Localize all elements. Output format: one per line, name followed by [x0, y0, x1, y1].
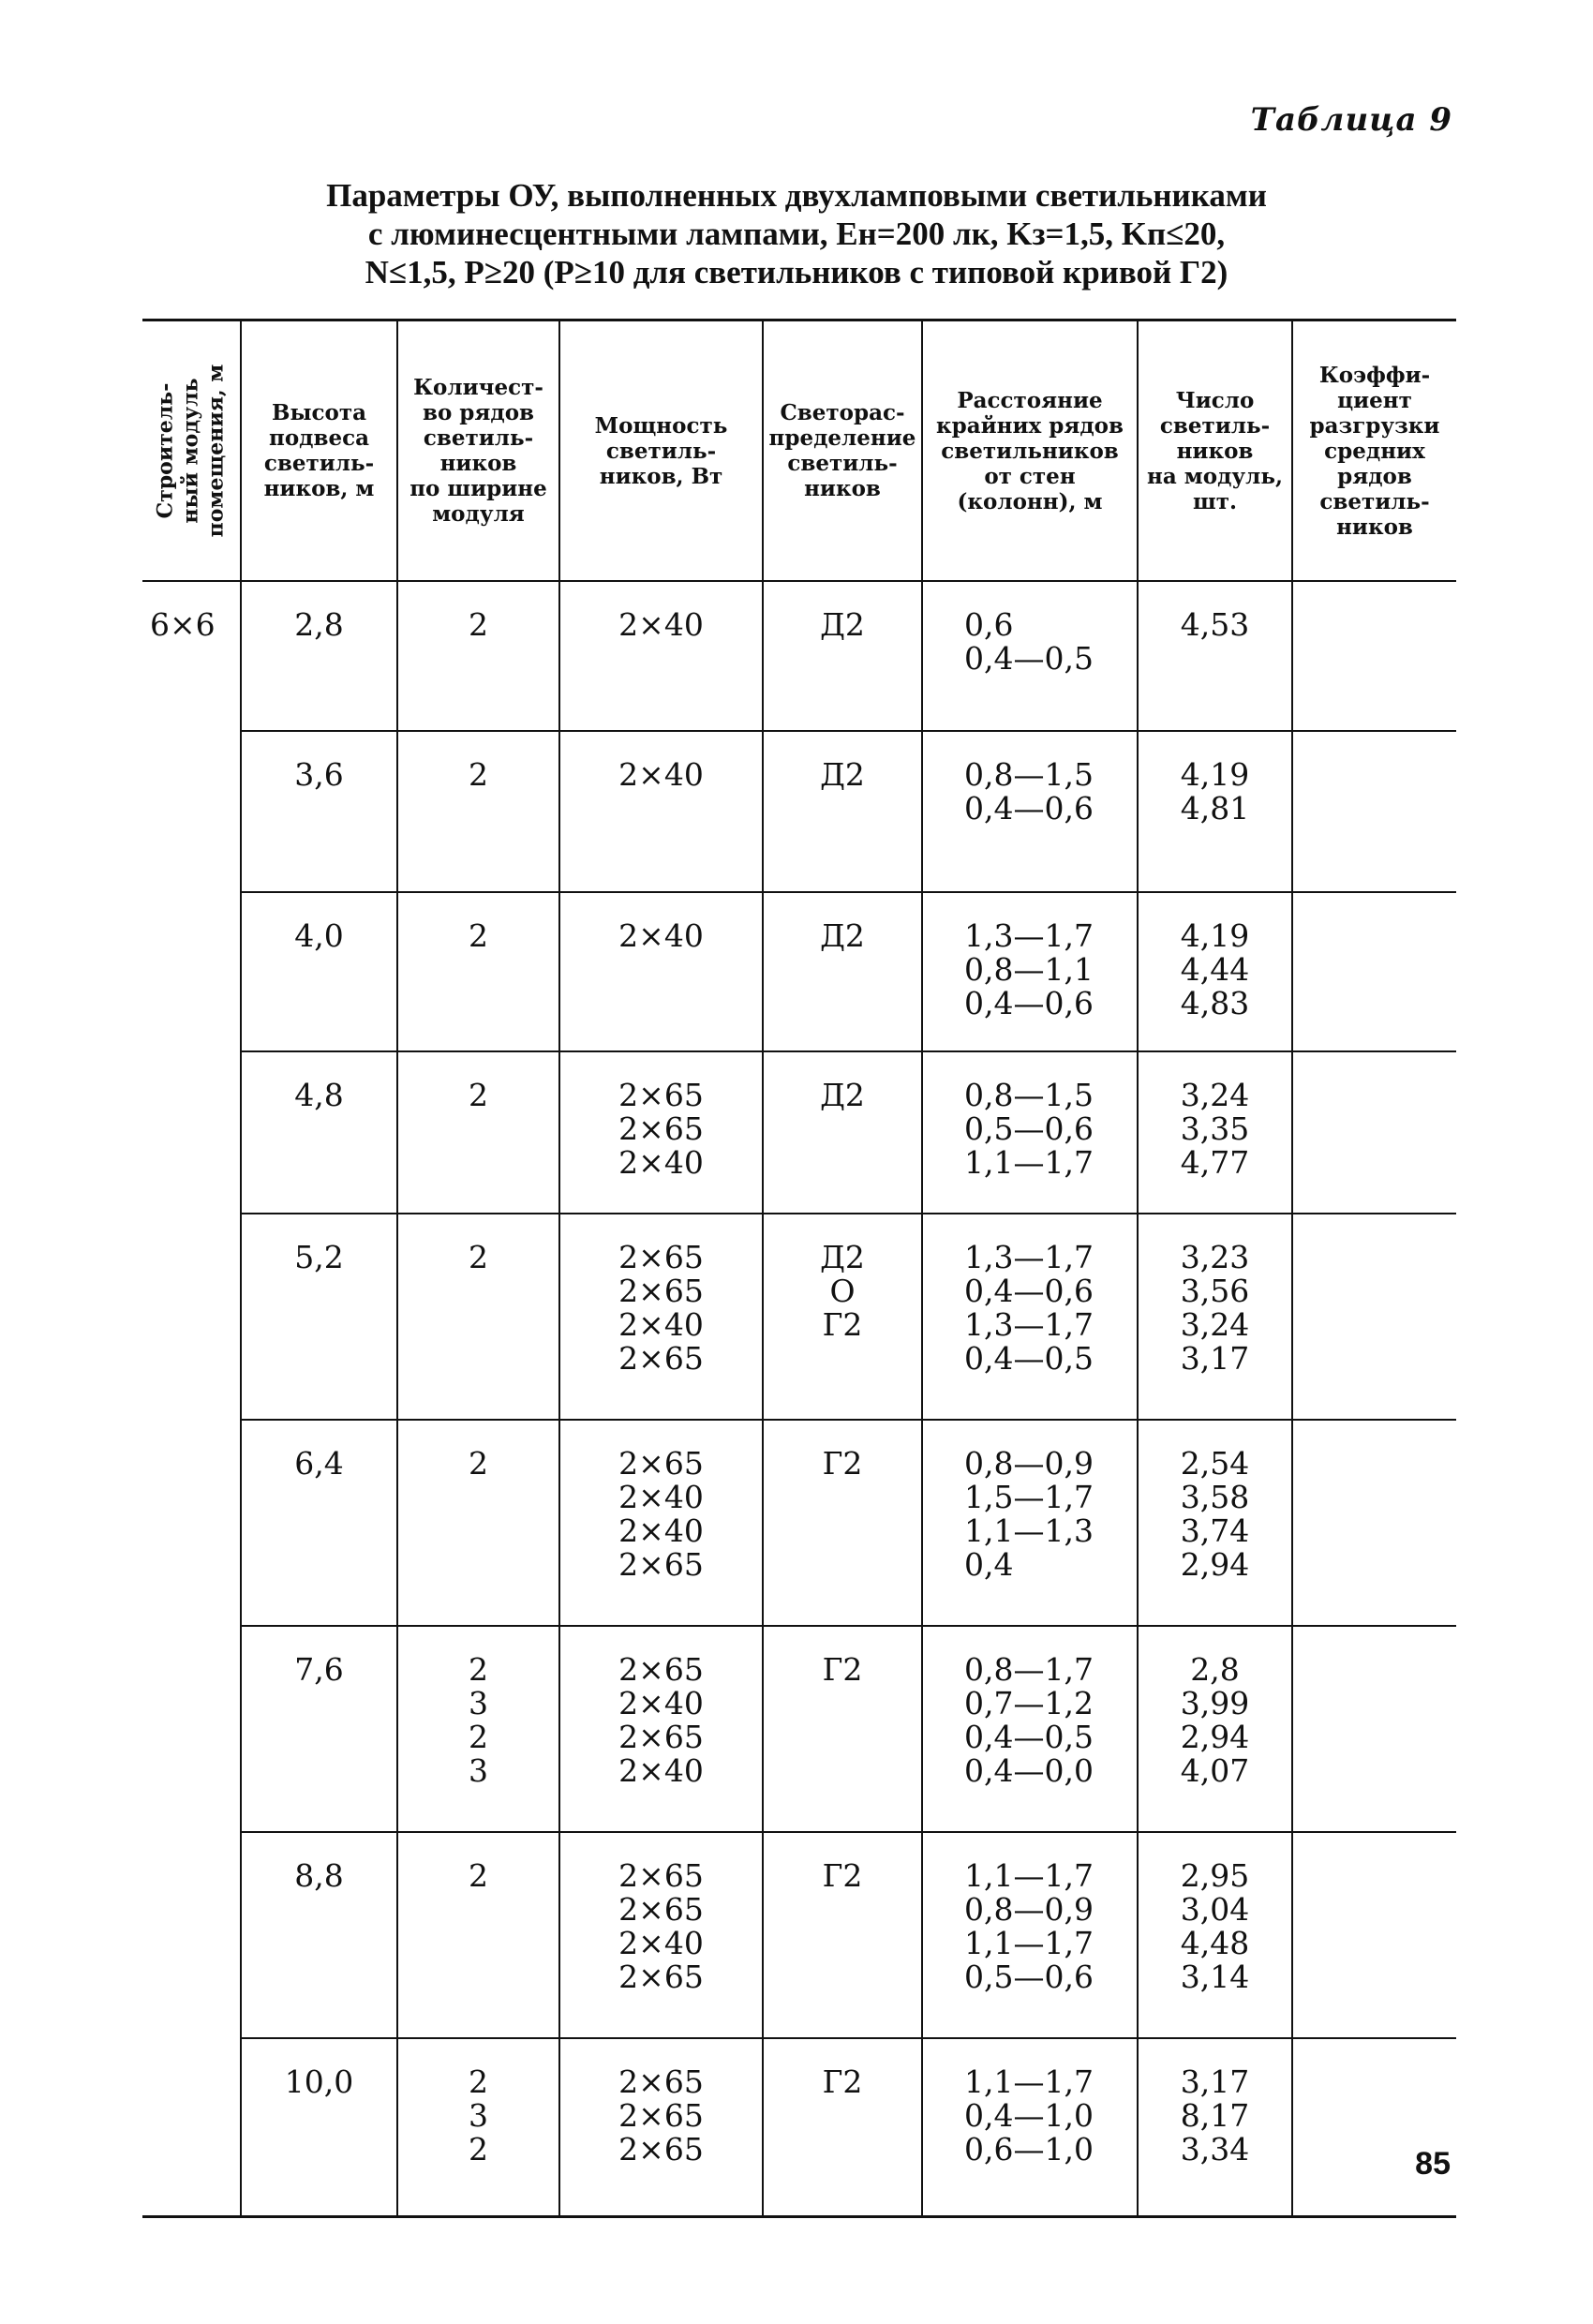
- power-cell: 2×65 2×65 2×40: [559, 1051, 763, 1214]
- power-cell: 2×65 2×65 2×40 2×65: [559, 1832, 763, 2038]
- table-row: [142, 892, 1456, 1051]
- lighting-parameters-table: [142, 319, 1456, 2218]
- coefficient-cell: [1292, 1051, 1456, 1214]
- coefficient-cell: [1292, 2038, 1456, 2216]
- caption-line-1: Параметры ОУ, выполненных двухламповыми светильниками: [326, 177, 1267, 214]
- table-label: Таблица 9: [1250, 101, 1452, 139]
- distribution-cell: Д2: [763, 581, 922, 731]
- distance-cell: 0,8—1,5 0,4—0,6: [922, 731, 1138, 892]
- header-row: [142, 320, 1456, 582]
- rows-count-cell: 2: [397, 892, 559, 1051]
- module-cell: 6×6: [142, 581, 241, 2216]
- header-rows-count: Количест- во рядов светиль- ников по ширине модуля: [397, 320, 559, 582]
- distance-cell: 0,8—1,5 0,5—0,6 1,1—1,7: [922, 1051, 1138, 1214]
- caption-line-3: N≤1,5, P≥20 (P≥10 для светильников с типовой кривой Г2): [365, 254, 1228, 290]
- caption-line-2: с люминесцентными лампами, Eн=200 лк, Kз=1,5, Kп≤20,: [367, 216, 1226, 252]
- table-row: [142, 581, 1456, 731]
- table-row: [142, 1214, 1456, 1420]
- distance-cell: 1,1—1,7 0,4—1,0 0,6—1,0: [922, 2038, 1138, 2216]
- power-cell: 2×65 2×65 2×65: [559, 2038, 763, 2216]
- distance-cell: 0,8—1,7 0,7—1,2 0,4—0,5 0,4—0,0: [922, 1626, 1138, 1832]
- number-cell: 3,17 8,17 3,34: [1138, 2038, 1292, 2216]
- height-cell: 3,6: [241, 731, 397, 892]
- height-cell: 6,4: [241, 1420, 397, 1626]
- number-cell: 2,54 3,58 3,74 2,94: [1138, 1420, 1292, 1626]
- header-module: [142, 320, 241, 582]
- distance-cell: 1,3—1,7 0,8—1,1 0,4—0,6: [922, 892, 1138, 1051]
- header-number: Число светиль- ников на модуль, шт.: [1138, 320, 1292, 582]
- power-cell: 2×40: [559, 892, 763, 1051]
- power-cell: 2×40: [559, 731, 763, 892]
- height-cell: 4,8: [241, 1051, 397, 1214]
- power-cell: 2×65 2×40 2×65 2×40: [559, 1626, 763, 1832]
- distribution-cell: Д2: [763, 731, 922, 892]
- header-distance: Расстояние крайних рядов светильников от стен (колонн), м: [922, 320, 1138, 582]
- distribution-cell: Г2: [763, 1626, 922, 1832]
- distribution-cell: Г2: [763, 1420, 922, 1626]
- distance-cell: 0,6 0,4—0,5: [922, 581, 1138, 731]
- distribution-cell: Г2: [763, 2038, 922, 2216]
- height-cell: 2,8: [241, 581, 397, 731]
- table-row: [142, 1832, 1456, 2038]
- distribution-cell: Д2 О Г2: [763, 1214, 922, 1420]
- power-cell: 2×65 2×40 2×40 2×65: [559, 1420, 763, 1626]
- number-cell: 4,19 4,81: [1138, 731, 1292, 892]
- rows-count-cell: 2 3 2: [397, 2038, 559, 2216]
- coefficient-cell: [1292, 892, 1456, 1051]
- header-module-label: Строитель- ный модуль помещения, м: [153, 364, 229, 538]
- coefficient-cell: [1292, 1214, 1456, 1420]
- number-cell: 4,19 4,44 4,83: [1138, 892, 1292, 1051]
- coefficient-cell: [1292, 1832, 1456, 2038]
- height-cell: 8,8: [241, 1832, 397, 2038]
- distance-cell: 0,8—0,9 1,5—1,7 1,1—1,3 0,4: [922, 1420, 1138, 1626]
- distribution-cell: Д2: [763, 892, 922, 1051]
- rows-count-cell: 2: [397, 1214, 559, 1420]
- number-cell: 2,95 3,04 4,48 3,14: [1138, 1832, 1292, 2038]
- coefficient-cell: [1292, 731, 1456, 892]
- rows-count-cell: 2: [397, 731, 559, 892]
- table-row: [142, 1051, 1456, 1214]
- table-row: [142, 1626, 1456, 1832]
- rows-count-cell: 2: [397, 1420, 559, 1626]
- number-cell: 3,24 3,35 4,77: [1138, 1051, 1292, 1214]
- table-row: [142, 1420, 1456, 1626]
- power-cell: 2×65 2×65 2×40 2×65: [559, 1214, 763, 1420]
- rows-count-cell: 2: [397, 581, 559, 731]
- coefficient-cell: [1292, 1420, 1456, 1626]
- distance-cell: 1,1—1,7 0,8—0,9 1,1—1,7 0,5—0,6: [922, 1832, 1138, 2038]
- number-cell: 2,8 3,99 2,94 4,07: [1138, 1626, 1292, 1832]
- power-cell: 2×40: [559, 581, 763, 731]
- height-cell: 10,0: [241, 2038, 397, 2216]
- header-distribution: Светорас- пределение светиль- ников: [763, 320, 922, 582]
- table-row: [142, 731, 1456, 892]
- distribution-cell: Д2: [763, 1051, 922, 1214]
- distance-cell: 1,3—1,7 0,4—0,6 1,3—1,7 0,4—0,5: [922, 1214, 1138, 1420]
- table-row: [142, 2038, 1456, 2216]
- header-power: Мощность светиль- ников, Вт: [559, 320, 763, 582]
- height-cell: 4,0: [241, 892, 397, 1051]
- rows-count-cell: 2 3 2 3: [397, 1626, 559, 1832]
- table-caption: [141, 176, 1452, 291]
- page-number: 85: [1415, 2146, 1451, 2182]
- header-height: Высота подвеса светиль- ников, м: [241, 320, 397, 582]
- coefficient-cell: [1292, 581, 1456, 731]
- height-cell: 7,6: [241, 1626, 397, 1832]
- rows-count-cell: 2: [397, 1832, 559, 2038]
- coefficient-cell: [1292, 1626, 1456, 1832]
- height-cell: 5,2: [241, 1214, 397, 1420]
- number-cell: 4,53: [1138, 581, 1292, 731]
- distribution-cell: Г2: [763, 1832, 922, 2038]
- header-coefficient: Коэффи- циент разгрузки средних рядов светиль- ников: [1292, 320, 1456, 582]
- number-cell: 3,23 3,56 3,24 3,17: [1138, 1214, 1292, 1420]
- rows-count-cell: 2: [397, 1051, 559, 1214]
